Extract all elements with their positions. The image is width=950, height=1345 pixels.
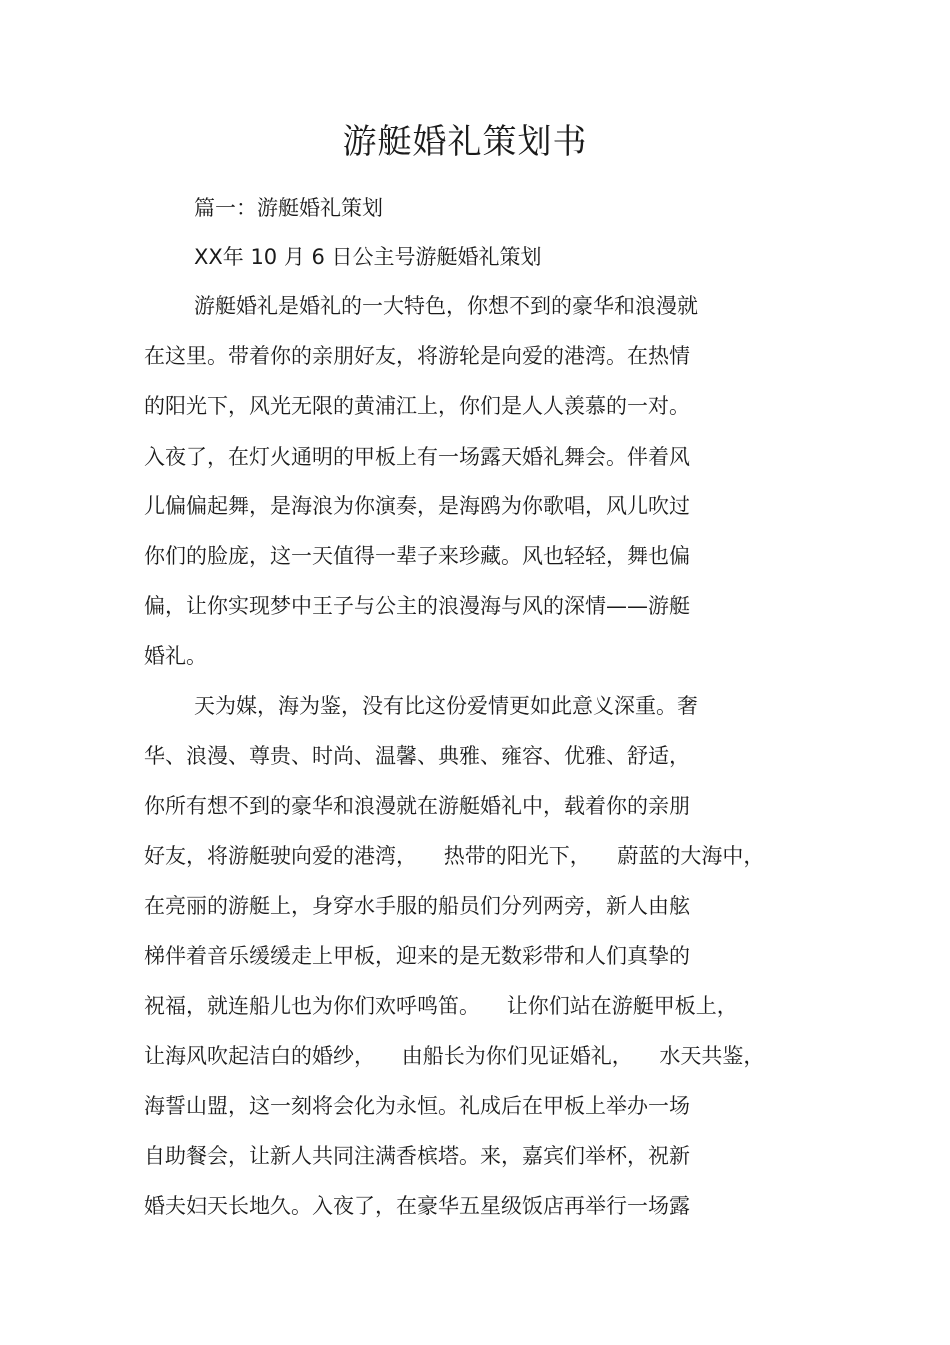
paragraph-1-line: 偏，让你实现梦中王子与公主的浪漫海与风的深情——游艇 xyxy=(144,594,690,618)
paragraph-2-line: 天为媒，海为鉴，没有比这份爱情更如此意义深重。奢 xyxy=(194,694,698,718)
paragraph-1-line: 入夜了，在灯火通明的甲板上有一场露天婚礼舞会。伴着风 xyxy=(144,445,690,469)
paragraph-1-line: 游艇婚礼是婚礼的一大特色，你想不到的豪华和浪漫就 xyxy=(194,294,698,318)
paragraph-2-line: 在亮丽的游艇上，身穿水手服的船员们分列两旁，新人由舷 xyxy=(144,894,690,918)
paragraph-2-line: 让海风吹起洁白的婚纱， 由船长为你们见证婚礼， 水天共鉴， xyxy=(144,1044,765,1068)
date-line: XX年 10 月 6 日公主号游艇婚礼策划 xyxy=(194,245,542,269)
paragraph-1-line: 的阳光下，风光无限的黄浦江上，你们是人人羡慕的一对。 xyxy=(144,394,690,418)
paragraph-2-line: 海誓山盟，这一刻将会化为永恒。礼成后在甲板上举办一场 xyxy=(144,1094,690,1118)
paragraph-2-line: 好友，将游艇驶向爱的港湾， 热带的阳光下， 蔚蓝的大海中， xyxy=(144,844,765,868)
paragraph-1-line: 你们的脸庞，这一天值得一辈子来珍藏。风也轻轻，舞也偏 xyxy=(144,544,690,568)
section-heading: 篇一：游艇婚礼策划 xyxy=(194,196,383,220)
paragraph-2-line: 梯伴着音乐缓缓走上甲板，迎来的是无数彩带和人们真挚的 xyxy=(144,944,690,968)
paragraph-1-line: 在这里。带着你的亲朋好友，将游轮是向爱的港湾。在热情 xyxy=(144,344,690,368)
document-title: 游艇婚礼策划书 xyxy=(342,122,588,162)
paragraph-1-line: 婚礼。 xyxy=(144,644,207,668)
paragraph-1-line: 儿偏偏起舞，是海浪为你演奏，是海鸥为你歌唱，风儿吹过 xyxy=(144,494,690,518)
paragraph-2-line: 自助餐会，让新人共同注满香槟塔。来，嘉宾们举杯，祝新 xyxy=(144,1144,690,1168)
paragraph-2-line: 婚夫妇天长地久。入夜了，在豪华五星级饭店再举行一场露 xyxy=(144,1194,690,1218)
paragraph-2-line: 华、浪漫、尊贵、时尚、温馨、典雅、雍容、优雅、舒适， xyxy=(144,744,690,768)
paragraph-2-line: 你所有想不到的豪华和浪漫就在游艇婚礼中，载着你的亲朋 xyxy=(144,794,690,818)
paragraph-2-line: 祝福，就连船儿也为你们欢呼鸣笛。 让你们站在游艇甲板上， xyxy=(144,994,738,1018)
